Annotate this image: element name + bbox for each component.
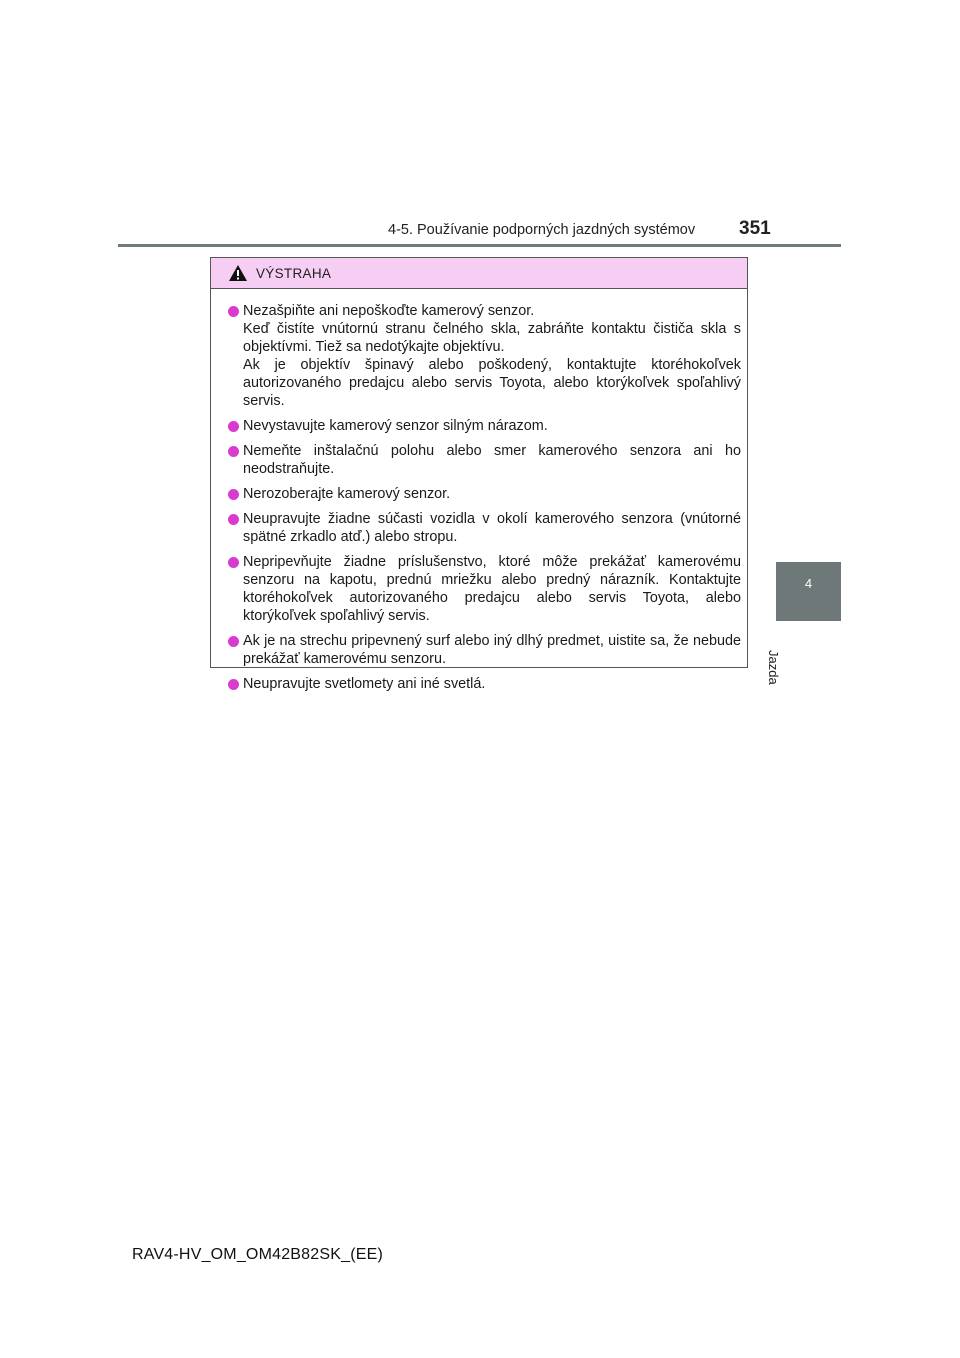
- warning-item: [228, 302, 741, 410]
- chapter-tab-label: Jazda: [766, 650, 781, 685]
- chapter-tab[interactable]: [776, 562, 841, 621]
- warning-item-text: Nezašpiňte ani nepoškoďte kamerový senzor.: [243, 303, 535, 319]
- warning-item-text: Ak je objektív špinavý alebo poškodený, kontaktujte ktoréhokoľvek autorizovaného predajcu alebo servis Toyota, alebo ktorýkoľvek spoľahlivý servis.: [243, 357, 741, 409]
- warning-item-text: Ak je na strechu pripevnený surf alebo iný dlhý predmet, uistite sa, že nebude prekážať kamerovému senzoru.: [243, 633, 741, 667]
- warning-item-text: Neupravujte svetlomety ani iné svetlá.: [243, 676, 486, 692]
- warning-header: [211, 258, 747, 289]
- warning-item-text: Neupravujte žiadne súčasti vozidla v okolí kamerového senzora (vnútorné spätné zrkadlo atď.) alebo stropu.: [243, 511, 741, 545]
- warning-item: [228, 417, 741, 435]
- warning-item: [228, 632, 741, 668]
- warning-item: [228, 675, 741, 693]
- document-code: RAV4-HV_OM_OM42B82SK_(EE): [132, 1246, 384, 1263]
- warning-item: [228, 485, 741, 503]
- bullet-icon: [228, 679, 239, 690]
- warning-item-text: Nerozoberajte kamerový senzor.: [243, 486, 451, 502]
- bullet-icon: [228, 489, 239, 500]
- warning-list: [211, 289, 747, 693]
- warning-box: [210, 257, 748, 692]
- warning-item: [228, 442, 741, 478]
- chapter-tab-number: 4: [804, 576, 813, 591]
- bullet-icon: [228, 421, 239, 432]
- warning-item: [228, 553, 741, 625]
- warning-item-text: Nepripevňujte žiadne príslušenstvo, ktoré môže prekážať kamerovému senzoru na kapotu, prednú mriežku alebo predný nárazník. Kontaktujte ktoréhokoľvek autorizovaného predajcu alebo servis Toyota, alebo ktorýkoľvek spoľahlivý servis.: [243, 554, 741, 624]
- section-title: 4-5. Používanie podporných jazdných systémov: [388, 222, 696, 238]
- warning-title: VÝSTRAHA: [256, 265, 332, 281]
- header-divider: [118, 244, 841, 247]
- bullet-icon: [228, 636, 239, 647]
- warning-triangle-icon: [228, 264, 248, 282]
- page-number: 351: [739, 218, 771, 239]
- warning-item-text: Keď čistíte vnútornú stranu čelného skla, zabráňte kontaktu čističa skla s objektívmi. Tiež sa nedotýkajte objektívu.: [243, 321, 741, 355]
- bullet-icon: [228, 557, 239, 568]
- bullet-icon: [228, 514, 239, 525]
- bullet-icon: [228, 446, 239, 457]
- bullet-icon: [228, 306, 239, 317]
- warning-item: [228, 510, 741, 546]
- warning-item-text: Nemeňte inštalačnú polohu alebo smer kamerového senzora ani ho neodstraňujte.: [243, 443, 741, 477]
- warning-item-text: Nevystavujte kamerový senzor silným nárazom.: [243, 418, 548, 434]
